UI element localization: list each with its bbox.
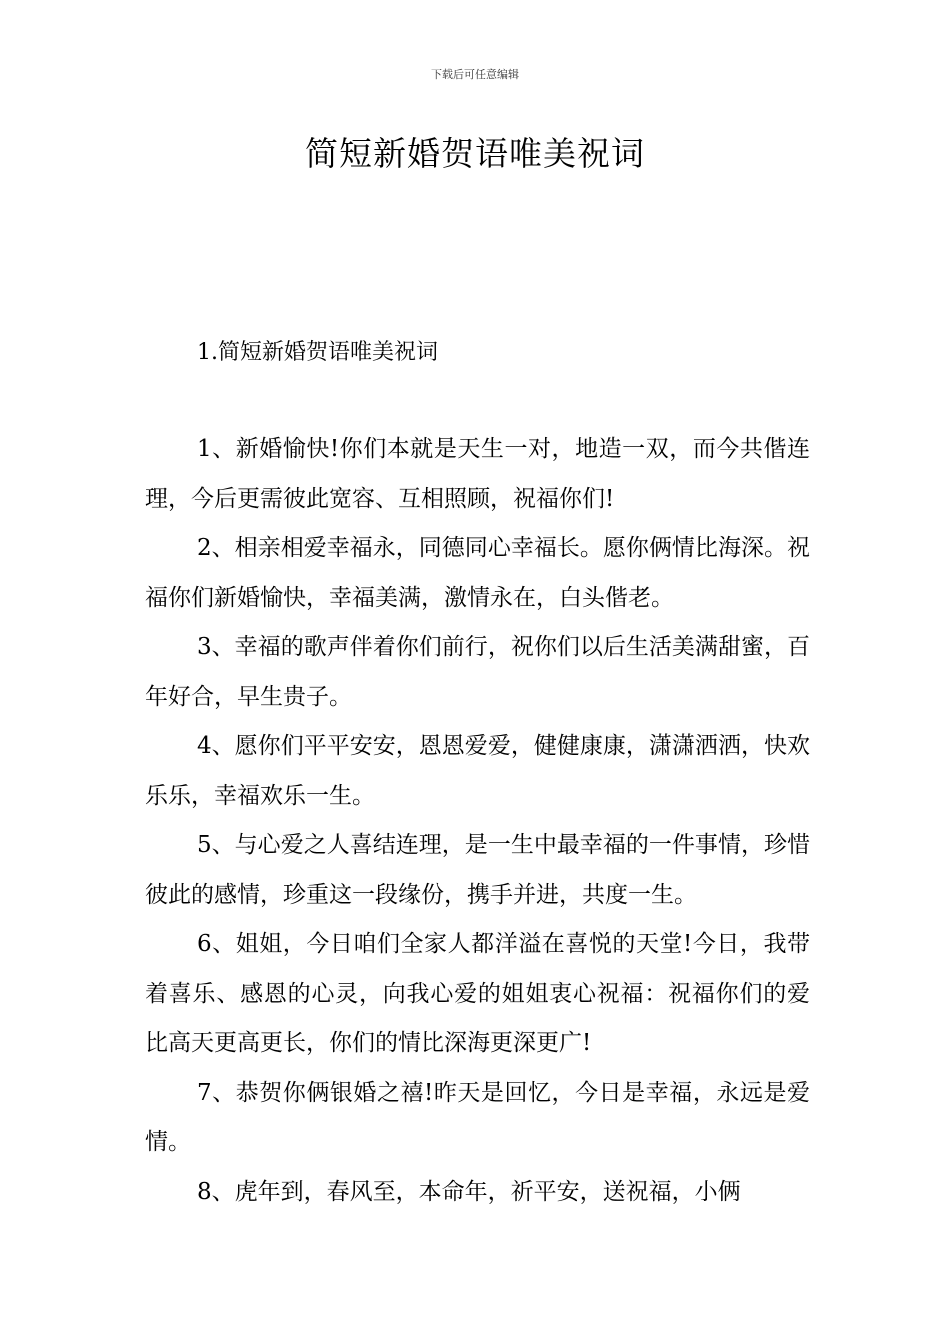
wish-paragraph-3: 3、幸福的歌声伴着你们前行，祝你们以后生活美满甜蜜，百年好合，早生贵子。 (145, 634, 810, 710)
wish-paragraph-8: 8、虎年到，春风至，本命年，祈平安，送祝福，小俩 (197, 1178, 741, 1205)
document-body (145, 425, 810, 1217)
header-note: 下载后可任意编辑 (431, 68, 519, 81)
wish-paragraph-4: 4、愿你们平平安安，恩恩爱爱，健健康康，潇潇洒洒，快欢乐乐，幸福欢乐一生。 (145, 733, 810, 809)
section-heading: 1.简短新婚贺语唯美祝词 (197, 340, 438, 365)
document-title: 简短新婚贺语唯美祝词 (305, 134, 645, 173)
wish-paragraph-6: 6、姐姐，今日咱们全家人都洋溢在喜悦的天堂!今日，我带着喜乐、感恩的心灵，向我心爱的姐姐衷心祝福：祝福你们的爱比高天更高更长，你们的情比深海更深更广! (145, 931, 810, 1056)
wish-paragraph-5: 5、与心爱之人喜结连理，是一生中最幸福的一件事情，珍惜彼此的感情，珍重这一段缘份，携手并进，共度一生。 (145, 832, 810, 908)
wish-paragraph-2: 2、相亲相爱幸福永，同德同心幸福长。愿你俩情比海深。祝福你们新婚愉快，幸福美满，激情永在，白头偕老。 (145, 535, 810, 611)
wish-paragraph-7: 7、恭贺你俩银婚之禧!昨天是回忆，今日是幸福，永远是爱情。 (145, 1079, 810, 1155)
wish-paragraph-1: 1、新婚愉快!你们本就是天生一对，地造一双，而今共偕连理，今后更需彼此宽容、互相照顾，祝福你们! (145, 436, 810, 512)
